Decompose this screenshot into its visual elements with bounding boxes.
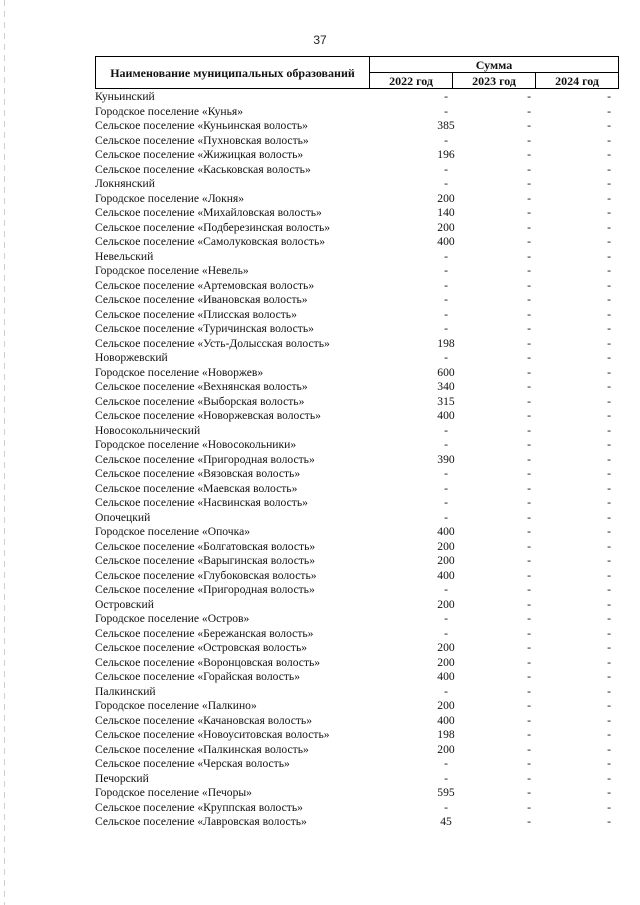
row-name: Сельское поселение «Горайская волость»	[95, 670, 300, 683]
table-row	[95, 714, 618, 729]
row-value-2024: -	[607, 206, 611, 219]
header-year-2022: 2022 год	[370, 73, 453, 89]
row-value-2022: 200	[437, 655, 455, 669]
row-name: Новоржевский	[95, 351, 168, 364]
table-row	[95, 554, 618, 569]
row-name: Куньинский	[95, 90, 155, 103]
row-value-2024: -	[607, 626, 611, 640]
row-value-2023: -	[527, 148, 531, 161]
table-row	[95, 598, 618, 613]
table-row	[95, 801, 618, 816]
row-value-2022: 600	[437, 365, 455, 379]
row-name: Опочецкий	[95, 510, 151, 524]
row-value-2022: -	[444, 322, 448, 335]
table-row	[95, 743, 618, 758]
row-value-2023: -	[527, 539, 531, 553]
row-name: Островский	[95, 597, 154, 611]
table-row	[95, 409, 618, 424]
row-value-2023: -	[527, 235, 531, 248]
row-value-2023: -	[527, 394, 531, 408]
table-row	[95, 105, 618, 120]
table-row	[95, 699, 618, 714]
row-name: Сельское поселение «Пригородная волость»	[95, 583, 315, 596]
row-value-2024: -	[607, 655, 611, 669]
table-row	[95, 134, 618, 149]
row-value-2023: -	[527, 438, 531, 451]
row-value-2023: -	[527, 655, 531, 669]
row-value-2023: -	[527, 177, 531, 190]
row-value-2022: 400	[437, 525, 455, 538]
table-row	[95, 453, 618, 468]
row-value-2023: -	[527, 452, 531, 466]
row-value-2023: -	[527, 684, 531, 698]
row-value-2024: -	[607, 800, 611, 814]
row-value-2023: -	[527, 351, 531, 364]
row-value-2022: -	[444, 626, 448, 640]
table-row	[95, 757, 618, 772]
header-name-column: Наименование муниципальных образований	[96, 57, 370, 89]
row-name: Сельское поселение «Ивановская волость»	[95, 293, 308, 306]
row-value-2023: -	[527, 728, 531, 741]
row-value-2024: -	[607, 684, 611, 698]
row-value-2024: -	[607, 757, 611, 770]
row-value-2024: -	[607, 162, 611, 176]
header-year-2024: 2024 год	[536, 73, 619, 89]
row-value-2022: 200	[437, 597, 455, 611]
table-row	[95, 308, 618, 323]
row-value-2022: 198	[437, 728, 455, 741]
row-value-2024: -	[607, 249, 611, 263]
table-row	[95, 641, 618, 656]
row-name: Сельское поселение «Туричинская волость»	[95, 322, 314, 335]
row-value-2022: 200	[437, 742, 455, 756]
row-value-2022: -	[444, 133, 448, 147]
row-value-2022: 400	[437, 409, 455, 422]
row-value-2024: -	[607, 583, 611, 596]
row-value-2022: 400	[437, 235, 455, 248]
row-name: Сельское поселение «Глубоковская волость»	[95, 568, 317, 582]
table-row	[95, 424, 618, 439]
table-row	[95, 815, 618, 830]
table-row	[95, 90, 618, 105]
row-value-2022: 390	[437, 452, 455, 466]
row-value-2022: -	[444, 438, 448, 451]
row-name: Сельское поселение «Усть-Долысская волость»	[95, 336, 330, 350]
table-row	[95, 337, 618, 352]
row-value-2024: -	[607, 423, 611, 437]
table-row	[95, 366, 618, 381]
row-value-2024: -	[607, 191, 611, 205]
row-value-2024: -	[607, 481, 611, 495]
row-value-2022: -	[444, 162, 448, 176]
row-name: Городское поселение «Палкино»	[95, 699, 257, 712]
row-value-2022: -	[444, 249, 448, 263]
row-value-2024: -	[607, 322, 611, 335]
table-row	[95, 250, 618, 265]
table-row	[95, 119, 618, 134]
table-row	[95, 148, 618, 163]
row-name: Сельское поселение «Плисская волость»	[95, 307, 297, 321]
row-value-2022: -	[444, 177, 448, 190]
row-name: Сельское поселение «Вехнянская волость»	[95, 380, 308, 393]
row-value-2024: -	[607, 293, 611, 306]
table-row	[95, 670, 618, 685]
row-value-2022: 315	[437, 394, 455, 408]
row-value-2022: -	[444, 307, 448, 321]
table-row	[95, 569, 618, 584]
table-row	[95, 221, 618, 236]
row-value-2023: -	[527, 800, 531, 814]
row-name: Сельское поселение «Насвинская волость»	[95, 496, 308, 509]
row-value-2022: 200	[437, 191, 455, 205]
row-value-2022: -	[444, 583, 448, 596]
row-value-2022: -	[444, 800, 448, 814]
row-value-2023: -	[527, 525, 531, 538]
row-value-2024: -	[607, 307, 611, 321]
row-name: Сельское поселение «Островская волость»	[95, 641, 308, 654]
row-name: Сельское поселение «Артемовская волость»	[95, 278, 315, 292]
table-body	[95, 90, 618, 830]
row-name: Палкинский	[95, 684, 156, 698]
row-name: Сельское поселение «Новоржевская волость»	[95, 409, 321, 422]
row-name: Сельское поселение «Круппская волость»	[95, 800, 303, 814]
row-value-2023: -	[527, 206, 531, 219]
row-value-2024: -	[607, 351, 611, 364]
row-value-2022: 385	[437, 119, 455, 132]
row-name: Сельское поселение «Маевская волость»	[95, 481, 298, 495]
row-value-2023: -	[527, 365, 531, 379]
row-value-2023: -	[527, 467, 531, 480]
table-header	[95, 56, 619, 89]
table-row	[95, 395, 618, 410]
row-name: Городское поселение «Невель»	[95, 264, 249, 277]
row-name: Сельское поселение «Новоуситовская волость»	[95, 728, 330, 741]
row-value-2023: -	[527, 670, 531, 683]
row-name: Новосокольнический	[95, 423, 201, 437]
row-name: Сельское поселение «Самолуковская волость»	[95, 235, 326, 248]
row-value-2023: -	[527, 409, 531, 422]
row-name: Сельское поселение «Вязовская волость»	[95, 467, 301, 480]
row-value-2022: -	[444, 510, 448, 524]
row-value-2022: 45	[440, 815, 452, 828]
row-value-2023: -	[527, 597, 531, 611]
row-value-2022: -	[444, 496, 448, 509]
row-value-2024: -	[607, 148, 611, 161]
row-value-2022: 200	[437, 220, 455, 234]
table-row	[95, 511, 618, 526]
table-row	[95, 467, 618, 482]
row-value-2024: -	[607, 670, 611, 683]
table-row	[95, 177, 618, 192]
row-value-2024: -	[607, 699, 611, 712]
row-name: Сельское поселение «Варыгинская волость»	[95, 554, 315, 567]
row-value-2023: -	[527, 264, 531, 277]
table-row	[95, 612, 618, 627]
row-name: Городское поселение «Печоры»	[95, 786, 252, 799]
row-value-2023: -	[527, 771, 531, 785]
row-value-2022: 400	[437, 670, 455, 683]
row-value-2022: -	[444, 264, 448, 277]
scan-edge-line	[4, 0, 5, 905]
row-name: Сельское поселение «Пухновская волость»	[95, 133, 309, 147]
row-value-2022: 140	[437, 206, 455, 219]
table-row	[95, 627, 618, 642]
row-value-2024: -	[607, 264, 611, 277]
row-value-2023: -	[527, 481, 531, 495]
row-name: Сельское поселение «Пригородная волость»	[95, 452, 315, 466]
row-value-2022: -	[444, 423, 448, 437]
row-value-2023: -	[527, 249, 531, 263]
table-row	[95, 351, 618, 366]
row-value-2022: -	[444, 90, 448, 103]
row-value-2024: -	[607, 380, 611, 393]
row-value-2024: -	[607, 786, 611, 799]
row-value-2023: -	[527, 815, 531, 828]
table-row	[95, 656, 618, 671]
table-row	[95, 540, 618, 555]
row-name: Сельское поселение «Каськовская волость»	[95, 162, 311, 176]
row-value-2023: -	[527, 162, 531, 176]
row-value-2024: -	[607, 525, 611, 538]
row-name: Сельское поселение «Болгатовская волость»	[95, 539, 316, 553]
row-value-2023: -	[527, 626, 531, 640]
row-value-2024: -	[607, 815, 611, 828]
row-name: Локнянский	[95, 177, 155, 190]
row-value-2022: 200	[437, 539, 455, 553]
page-number: 37	[313, 33, 327, 47]
row-name: Городское поселение «Кунья»	[95, 104, 243, 118]
row-name: Печорский	[95, 771, 149, 785]
row-value-2022: 200	[437, 641, 455, 654]
table-row	[95, 293, 618, 308]
row-value-2024: -	[607, 409, 611, 422]
table-row	[95, 496, 618, 511]
row-name: Сельское поселение «Бережанская волость»	[95, 626, 314, 640]
row-value-2022: -	[444, 757, 448, 770]
table-row	[95, 583, 618, 598]
table-row	[95, 482, 618, 497]
table-row	[95, 235, 618, 250]
row-name: Сельское поселение «Жижицкая волость»	[95, 148, 304, 161]
row-value-2022: -	[444, 612, 448, 625]
row-value-2023: -	[527, 699, 531, 712]
row-value-2024: -	[607, 597, 611, 611]
row-value-2024: -	[607, 177, 611, 190]
row-value-2024: -	[607, 742, 611, 756]
row-value-2024: -	[607, 90, 611, 103]
row-value-2023: -	[527, 641, 531, 654]
table-row	[95, 438, 618, 453]
row-value-2022: -	[444, 467, 448, 480]
row-value-2023: -	[527, 496, 531, 509]
table-row	[95, 525, 618, 540]
row-value-2024: -	[607, 510, 611, 524]
row-name: Сельское поселение «Палкинская волость»	[95, 742, 309, 756]
table-row	[95, 322, 618, 337]
row-value-2024: -	[607, 438, 611, 451]
row-value-2022: -	[444, 351, 448, 364]
table-row	[95, 192, 618, 207]
row-name: Сельское поселение «Михайловская волость»	[95, 206, 322, 219]
row-name: Городское поселение «Локня»	[95, 191, 245, 205]
row-name: Сельское поселение «Черская волость»	[95, 757, 290, 770]
row-value-2023: -	[527, 554, 531, 567]
row-value-2023: -	[527, 583, 531, 596]
row-value-2023: -	[527, 612, 531, 625]
row-value-2024: -	[607, 394, 611, 408]
row-value-2024: -	[607, 771, 611, 785]
table-row	[95, 163, 618, 178]
row-value-2022: -	[444, 293, 448, 306]
row-value-2024: -	[607, 336, 611, 350]
row-name: Городское поселение «Новоржев»	[95, 365, 264, 379]
row-name: Сельское поселение «Куньинская волость»	[95, 119, 308, 132]
row-value-2023: -	[527, 568, 531, 582]
row-value-2022: 595	[437, 786, 455, 799]
row-value-2023: -	[527, 510, 531, 524]
table-row	[95, 685, 618, 700]
table-row	[95, 206, 618, 221]
table-row	[95, 380, 618, 395]
row-value-2024: -	[607, 641, 611, 654]
row-value-2024: -	[607, 728, 611, 741]
row-value-2024: -	[607, 554, 611, 567]
row-value-2023: -	[527, 307, 531, 321]
row-value-2022: 400	[437, 568, 455, 582]
table-row	[95, 772, 618, 787]
row-name: Городское поселение «Остров»	[95, 612, 250, 625]
row-name: Сельское поселение «Качановская волость»	[95, 713, 313, 727]
row-value-2024: -	[607, 452, 611, 466]
row-value-2022: 198	[437, 336, 455, 350]
row-value-2022: -	[444, 481, 448, 495]
row-value-2023: -	[527, 322, 531, 335]
row-name: Невельский	[95, 249, 154, 263]
row-value-2023: -	[527, 713, 531, 727]
table-row	[95, 728, 618, 743]
row-value-2024: -	[607, 365, 611, 379]
row-value-2022: 196	[437, 148, 455, 161]
row-value-2023: -	[527, 786, 531, 799]
row-value-2023: -	[527, 90, 531, 103]
row-name: Сельское поселение «Воронцовская волость»	[95, 655, 321, 669]
row-name: Сельское поселение «Выборская волость»	[95, 394, 305, 408]
row-value-2024: -	[607, 713, 611, 727]
row-value-2022: -	[444, 104, 448, 118]
row-value-2023: -	[527, 757, 531, 770]
row-value-2024: -	[607, 133, 611, 147]
row-value-2022: 340	[437, 380, 455, 393]
row-value-2024: -	[607, 568, 611, 582]
row-value-2022: -	[444, 771, 448, 785]
row-value-2024: -	[607, 235, 611, 248]
row-value-2022: 200	[437, 699, 455, 712]
row-value-2024: -	[607, 119, 611, 132]
row-value-2024: -	[607, 467, 611, 480]
row-value-2024: -	[607, 539, 611, 553]
row-value-2023: -	[527, 133, 531, 147]
row-value-2023: -	[527, 278, 531, 292]
row-value-2023: -	[527, 293, 531, 306]
row-value-2023: -	[527, 380, 531, 393]
row-value-2023: -	[527, 191, 531, 205]
row-name: Городское поселение «Опочка»	[95, 525, 251, 538]
row-value-2023: -	[527, 119, 531, 132]
row-value-2024: -	[607, 612, 611, 625]
row-value-2022: 400	[437, 713, 455, 727]
row-name: Сельское поселение «Подберезинская волость»	[95, 220, 331, 234]
row-value-2022: 200	[437, 554, 455, 567]
row-value-2024: -	[607, 496, 611, 509]
row-value-2023: -	[527, 423, 531, 437]
header-sum-column: Сумма	[370, 57, 619, 73]
table-row	[95, 786, 618, 801]
row-value-2024: -	[607, 220, 611, 234]
table-row	[95, 264, 618, 279]
row-value-2023: -	[527, 220, 531, 234]
row-value-2024: -	[607, 104, 611, 118]
row-name: Сельское поселение «Лавровская волость»	[95, 815, 307, 828]
row-value-2023: -	[527, 336, 531, 350]
table-row	[95, 279, 618, 294]
row-value-2023: -	[527, 104, 531, 118]
row-value-2022: -	[444, 684, 448, 698]
row-value-2024: -	[607, 278, 611, 292]
row-value-2023: -	[527, 742, 531, 756]
row-name: Городское поселение «Новосокольники»	[95, 438, 297, 451]
header-year-2023: 2023 год	[453, 73, 536, 89]
row-value-2022: -	[444, 278, 448, 292]
